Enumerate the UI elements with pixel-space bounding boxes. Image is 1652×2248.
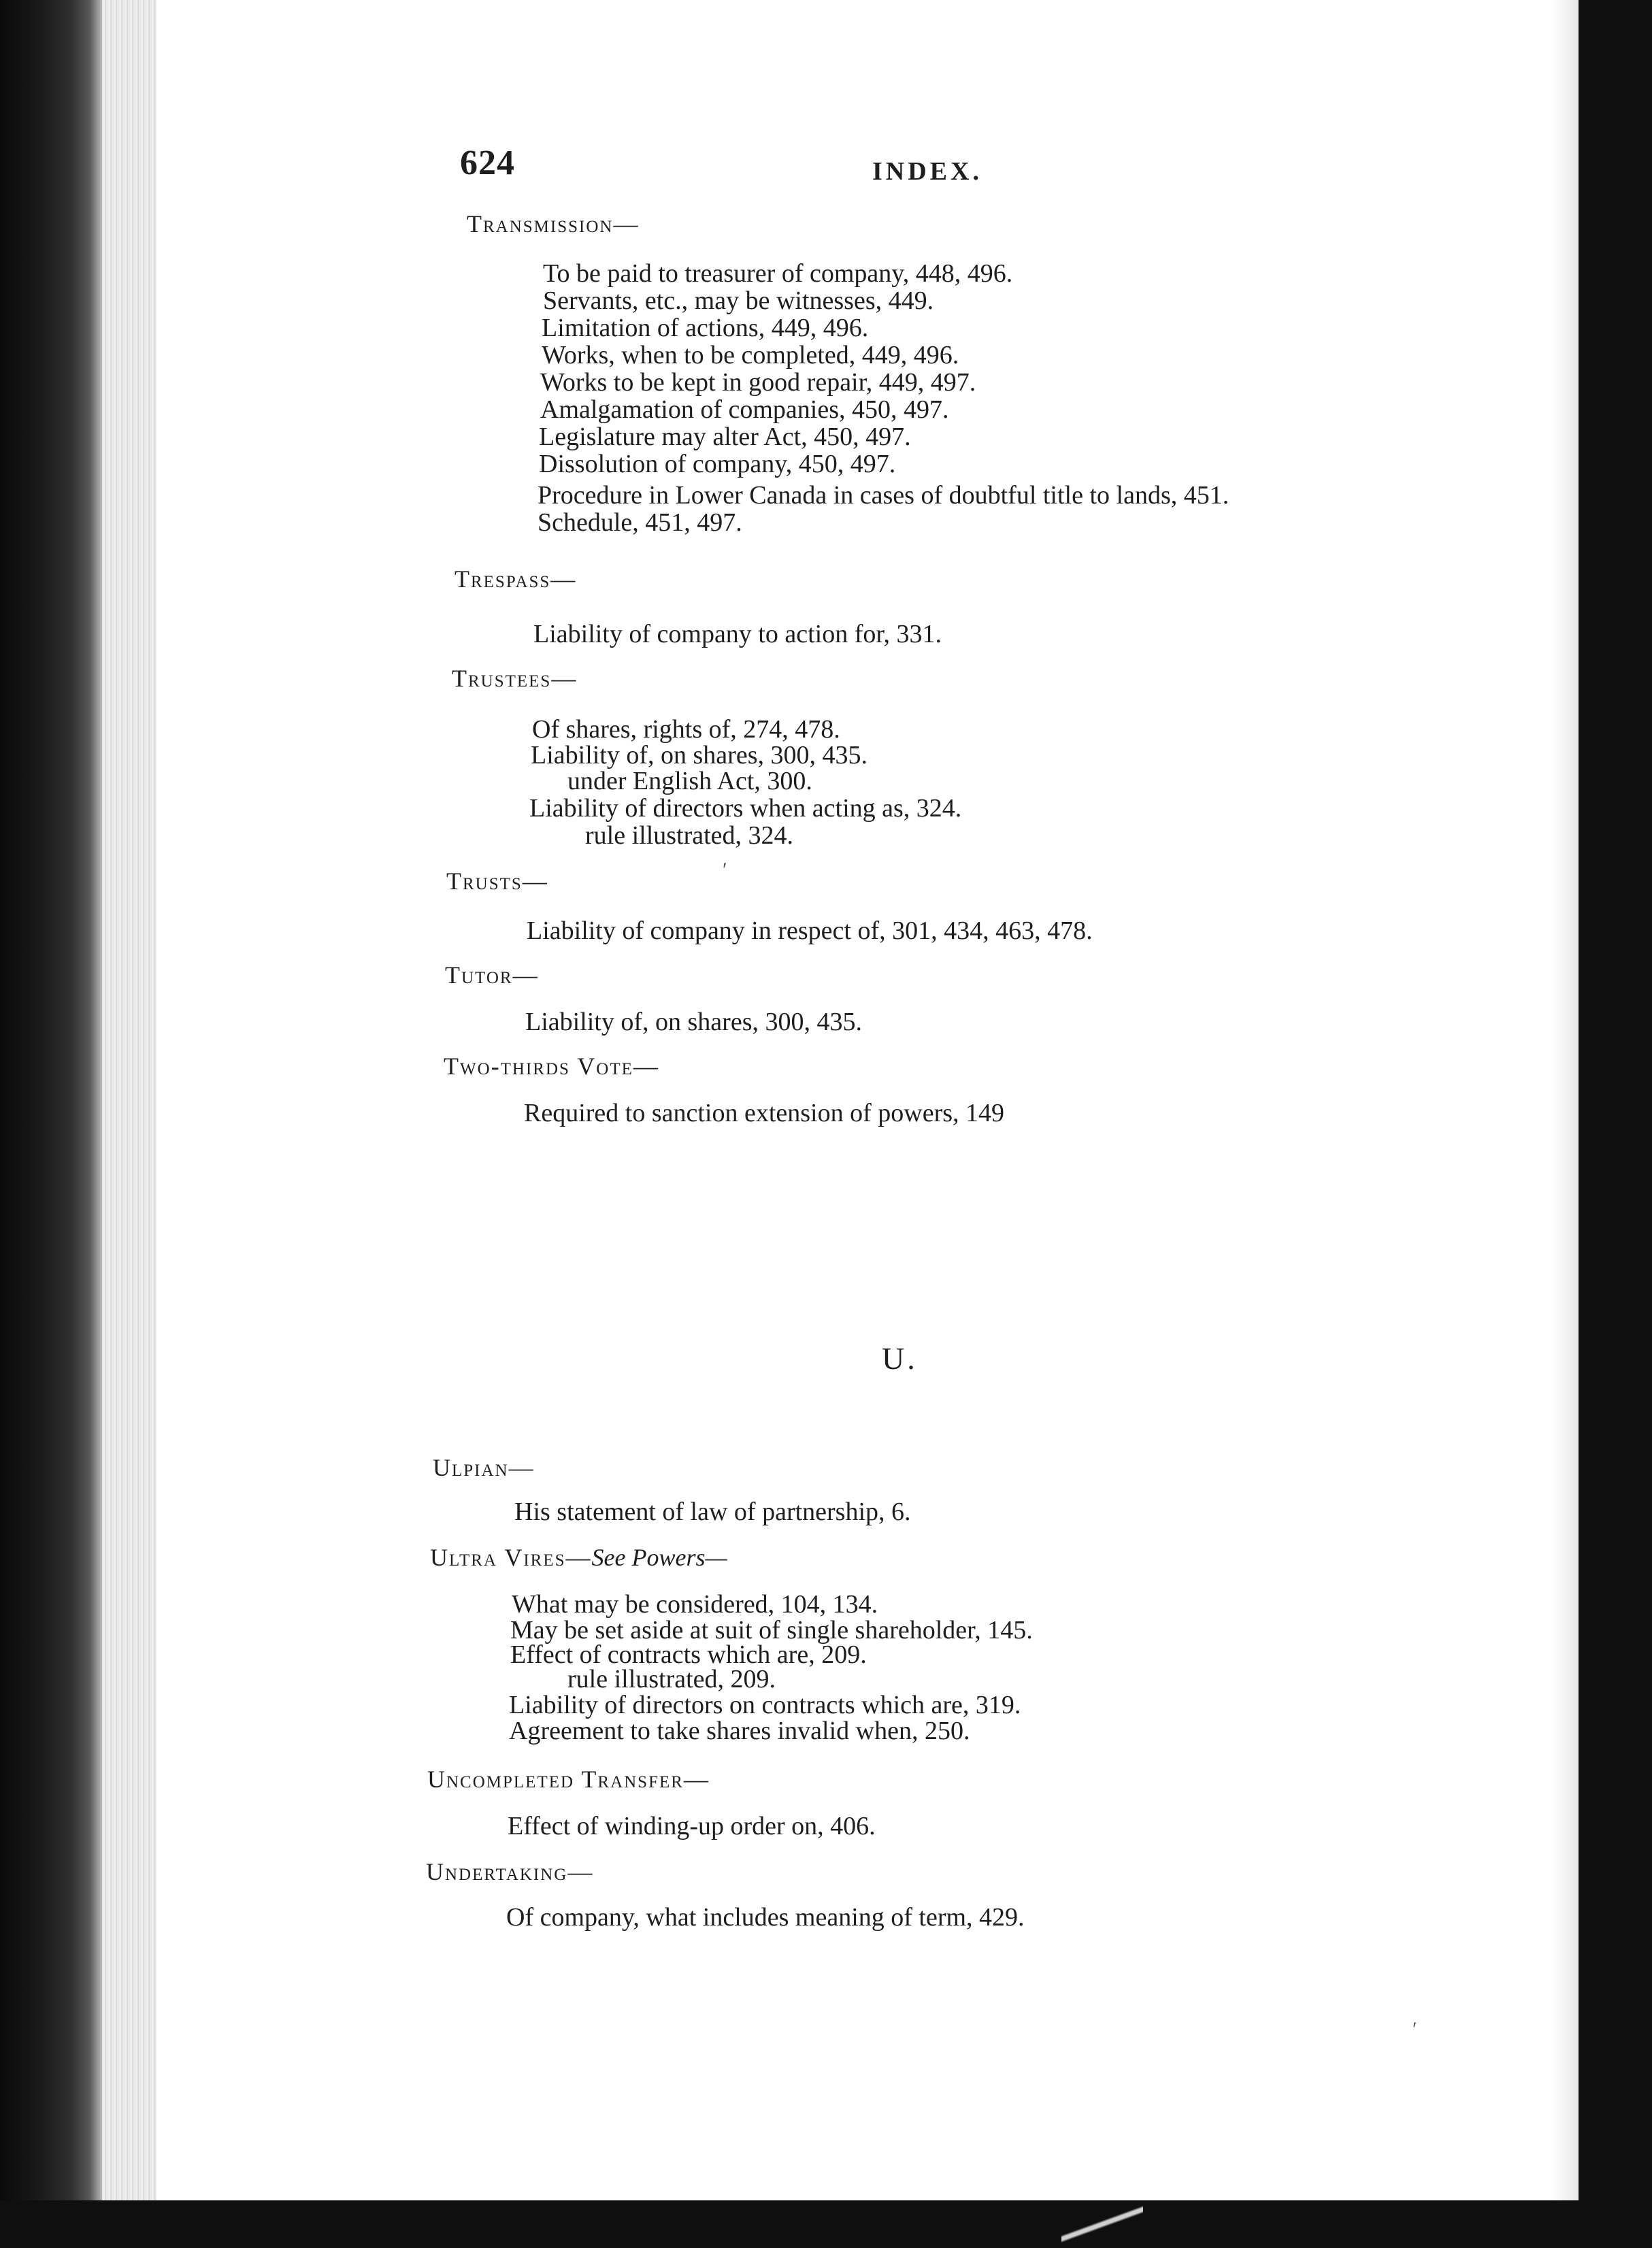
index-heading-trusts: Trusts—: [446, 867, 548, 895]
index-entry: Effect of contracts which are, 209.: [510, 1640, 867, 1669]
index-entry: Amalgamation of companies, 450, 497.: [540, 395, 949, 424]
index-heading-two-thirds-vote: Two-thirds Vote—: [444, 1053, 659, 1080]
index-entry: Of shares, rights of, 274, 478.: [532, 715, 840, 744]
index-entry: Liability of, on shares, 300, 435.: [525, 1008, 862, 1036]
index-entry: Required to sanction extension of powers, 149: [524, 1099, 1005, 1127]
index-heading-ulpian: Ulpian—: [433, 1454, 535, 1481]
index-entry: What may be considered, 104, 134.: [512, 1590, 878, 1619]
index-heading-tutor: Tutor—: [445, 961, 539, 989]
index-heading-transmission: Transmission—: [467, 210, 640, 237]
book-spine: [0, 0, 102, 2248]
see-also-reference: See Powers—: [591, 1544, 727, 1571]
index-heading-ultra-vires: [430, 1543, 727, 1572]
index-entry: His statement of law of partnership, 6.: [514, 1498, 911, 1526]
index-entry: Limitation of actions, 449, 496.: [542, 314, 869, 342]
bottom-dark-margin: [0, 2200, 1652, 2248]
index-entry: Works, when to be completed, 449, 496.: [542, 341, 959, 369]
index-entry: Procedure in Lower Canada in cases of doubtful title to lands, 451.: [538, 481, 1229, 510]
index-entry: May be set aside at suit of single shareholder, 145.: [510, 1616, 1033, 1644]
page-number: 624: [460, 144, 515, 182]
right-gutter-shadow: [1551, 0, 1579, 2248]
index-entry: Legislature may alter Act, 450, 497.: [539, 423, 911, 451]
index-entry: Agreement to take shares invalid when, 250.: [509, 1717, 970, 1745]
index-entry: Liability of company to action for, 331.: [533, 620, 942, 648]
running-head: INDEX.: [872, 157, 982, 186]
index-entry: Liability of directors on contracts which are, 319.: [509, 1691, 1021, 1719]
index-entry: Liability of company in respect of, 301, 434, 463, 478.: [527, 916, 1093, 945]
scan-artifact: [1061, 2200, 1143, 2248]
index-entry: rule illustrated, 209.: [567, 1665, 776, 1693]
right-dark-margin: [1579, 0, 1652, 2248]
index-entry: Servants, etc., may be witnesses, 449.: [543, 286, 934, 315]
section-letter: U.: [882, 1341, 918, 1376]
index-entry: Schedule, 451, 497.: [538, 508, 742, 537]
scan-speck: ʹ: [723, 859, 727, 881]
index-entry: Liability of directors when acting as, 324.: [529, 794, 962, 823]
index-heading-trustees: Trustees—: [452, 665, 578, 692]
index-entry: Effect of winding-up order on, 406.: [508, 1812, 876, 1840]
index-heading-trespass: Trespass—: [455, 565, 577, 593]
index-entry: rule illustrated, 324.: [585, 821, 794, 850]
index-entry: Of company, what includes meaning of term, 429.: [506, 1903, 1025, 1932]
index-entry: under English Act, 300.: [567, 767, 812, 795]
index-entry: To be paid to treasurer of company, 448, 496.: [543, 259, 1013, 288]
index-heading-uncompleted-transfer: Uncompleted Transfer—: [427, 1766, 710, 1793]
scan-speck: ʹ: [1413, 2018, 1417, 2040]
index-entry: Dissolution of company, 450, 497.: [539, 450, 896, 478]
index-entry: Liability of, on shares, 300, 435.: [531, 741, 868, 770]
heading-text: Ultra Vires—: [430, 1544, 592, 1571]
index-entry: Works to be kept in good repair, 449, 497.: [540, 368, 976, 397]
page-edges: [102, 0, 156, 2248]
index-heading-undertaking: Undertaking—: [426, 1858, 594, 1885]
